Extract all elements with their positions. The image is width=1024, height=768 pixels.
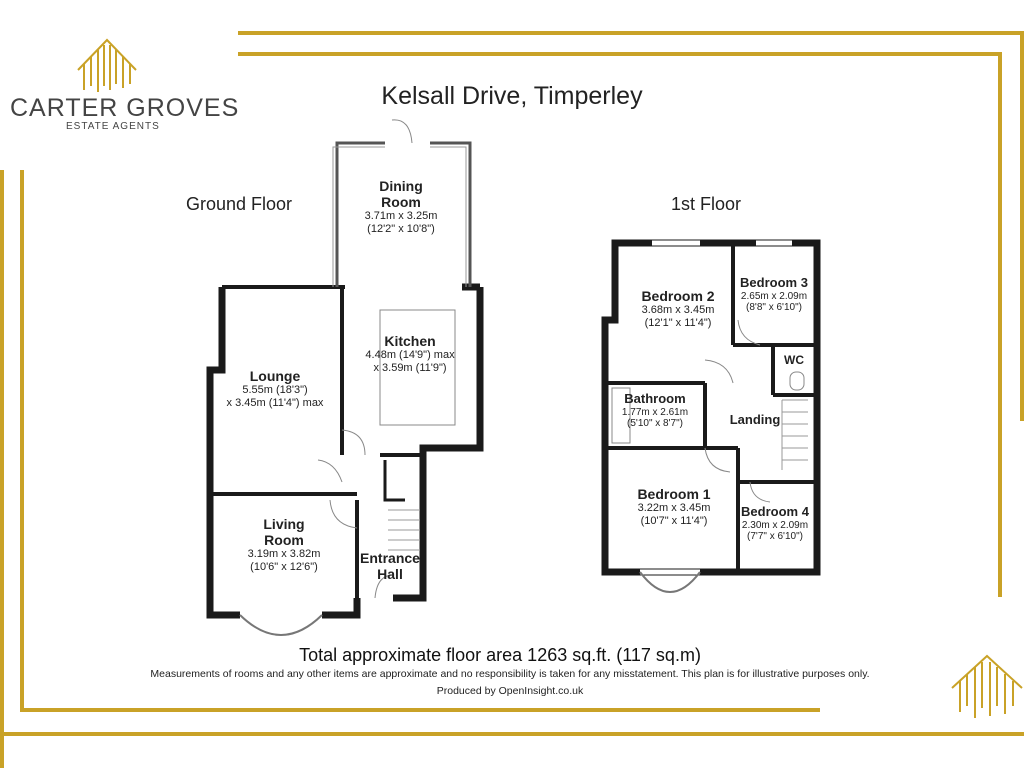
- room-dimensions: (8'8" x 6'10"): [746, 302, 802, 314]
- living-room-bay: [240, 615, 322, 635]
- brand-tagline: ESTATE AGENTS: [66, 121, 160, 132]
- room-wc: [776, 354, 812, 368]
- room-dimensions: x 3.45m (11'4") max: [226, 396, 324, 409]
- disclaimer: Measurements of rooms and any other items are approximate and no responsibility is taken for any misstatement. This plan is for illustrative purposes only.: [150, 668, 870, 680]
- room-dimensions: 2.65m x 2.09m: [740, 290, 808, 302]
- room-dimensions: (10'6" x 12'6"): [250, 560, 318, 573]
- first-floor-label: 1st Floor: [671, 194, 742, 214]
- room-name: Bedroom 4: [741, 504, 809, 519]
- room-dimensions: 3.71m x 3.25m: [364, 210, 438, 223]
- room-bedroom-4: [735, 505, 815, 543]
- room-name: Living: [263, 516, 305, 532]
- room-name: Bedroom 3: [740, 275, 808, 290]
- room-name: Landing: [729, 412, 781, 427]
- room-dimensions: (5'10" x 8'7"): [627, 418, 683, 430]
- room-dimensions: 3.68m x 3.45m: [641, 304, 715, 317]
- room-dimensions: (12'1" x 11'4"): [644, 316, 712, 329]
- room-bedroom-2: [628, 288, 728, 329]
- ground-stairs: [388, 510, 420, 550]
- room-name: Bedroom 1: [637, 486, 711, 502]
- brand-name: CARTER GROVES: [10, 94, 240, 122]
- room-name: Entrance: [360, 550, 420, 566]
- room-dining: [350, 178, 452, 235]
- room-dimensions: x 3.59m (11'9"): [373, 361, 447, 374]
- room-dimensions: (7'7" x 6'10"): [747, 531, 803, 543]
- room-name: Room: [381, 194, 421, 211]
- wc-toilet: [790, 372, 804, 390]
- first-floor-stairs: [782, 400, 808, 470]
- room-name: WC: [784, 353, 804, 367]
- room-living: [222, 516, 346, 573]
- room-entrance-hall: [356, 550, 424, 582]
- room-dimensions: 5.55m (18'3"): [242, 384, 308, 397]
- page-title: Kelsall Drive, Timperley: [381, 82, 643, 110]
- room-dimensions: 2.30m x 2.09m: [741, 519, 809, 531]
- room-dimensions: 1.77m x 2.61m: [621, 406, 689, 418]
- room-bathroom: [612, 392, 698, 430]
- room-kitchen: [350, 333, 470, 374]
- room-dimensions: 3.19m x 3.82m: [247, 548, 321, 561]
- room-name: Bedroom 2: [641, 288, 715, 304]
- room-bedroom-1: [624, 486, 724, 527]
- room-name: Room: [264, 532, 304, 549]
- room-dimensions: 4.48m (14'9") max: [365, 349, 455, 362]
- produced-by: Produced by OpenInsight.co.uk: [436, 685, 584, 697]
- room-landing: [722, 413, 788, 428]
- room-name: Dining: [379, 178, 423, 194]
- room-dimensions: 3.22m x 3.45m: [637, 502, 711, 515]
- room-bedroom-3: [734, 276, 814, 314]
- ground-floor-label: Ground Floor: [186, 194, 293, 214]
- room-lounge: [212, 368, 338, 409]
- room-dimensions: (10'7" x 11'4"): [640, 514, 708, 527]
- total-floor-area: Total approximate floor area 1263 sq.ft. (117 sq.m): [299, 645, 701, 665]
- room-name: Hall: [377, 566, 403, 583]
- room-name: Lounge: [249, 368, 301, 384]
- room-name: Kitchen: [384, 333, 436, 349]
- room-name: Bathroom: [624, 391, 686, 406]
- room-dimensions: (12'2" x 10'8"): [367, 222, 435, 235]
